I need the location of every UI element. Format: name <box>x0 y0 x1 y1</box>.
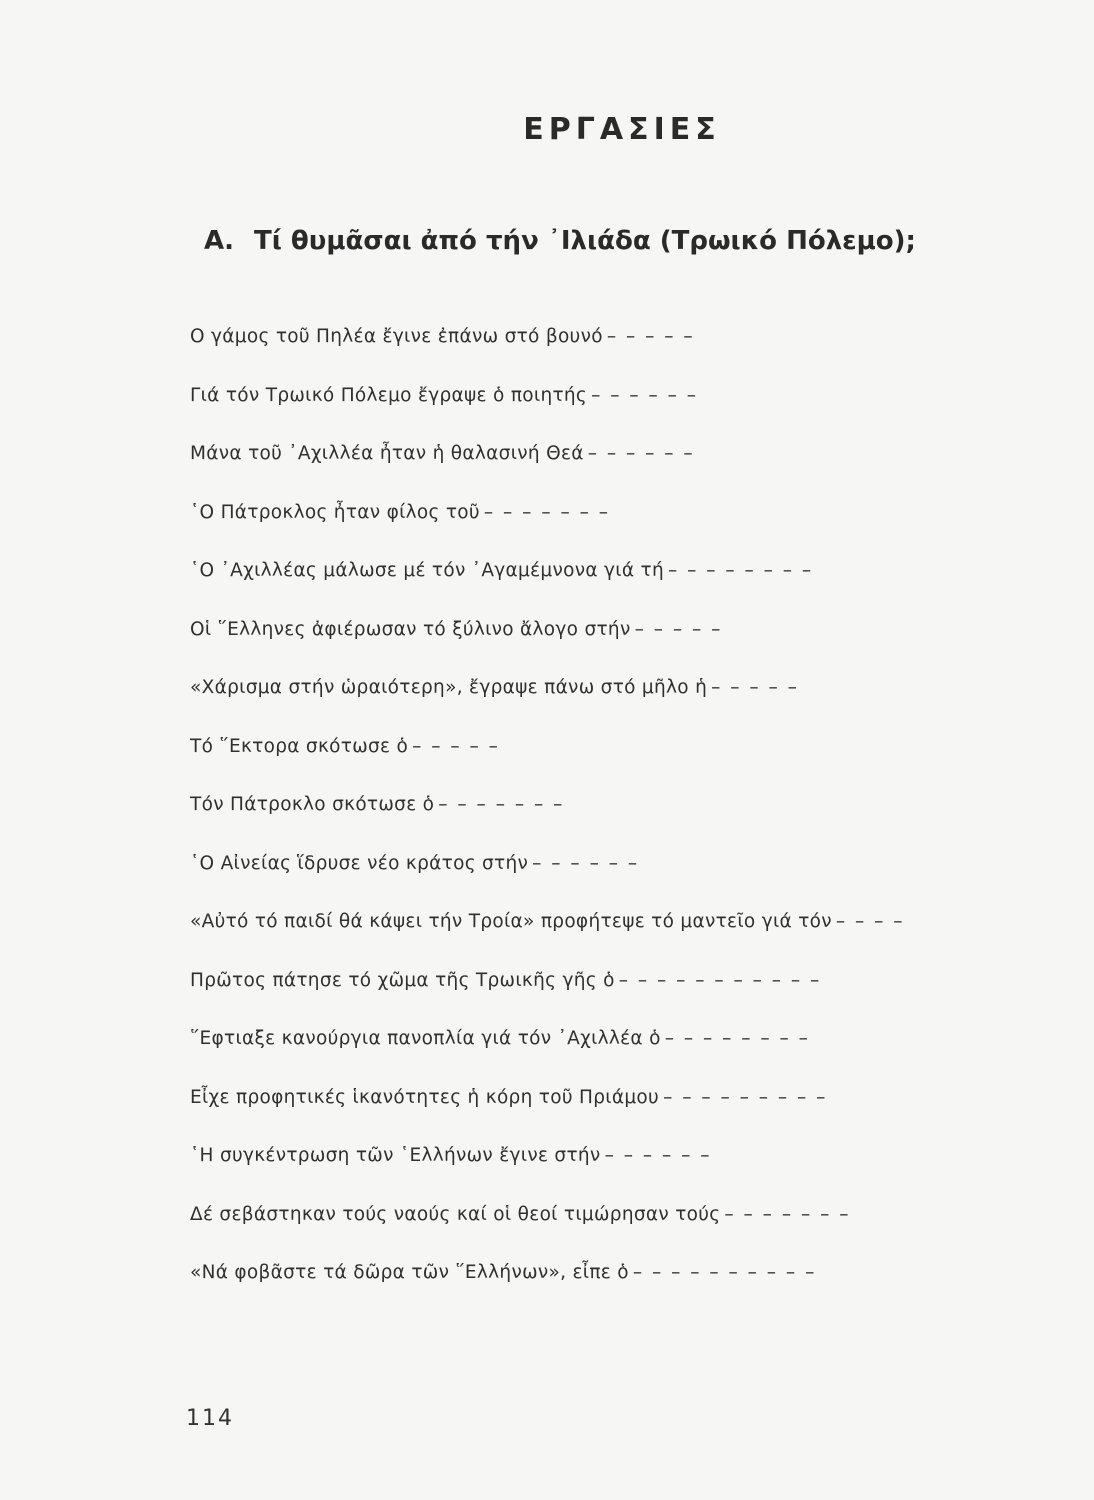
section-letter: Α. <box>204 226 234 256</box>
exercise-list <box>190 322 1010 1317</box>
answer-blank: – – – – – <box>412 735 500 757</box>
list-item <box>190 615 1010 674</box>
item-text: Εἶχε προφητικές ἱκανότητες ἡ κόρη τοῦ Πριάμου <box>190 1086 660 1108</box>
list-item <box>190 732 1010 791</box>
list-item <box>190 439 1010 498</box>
item-text: Τό ῞Εκτορα σκότωσε ὁ <box>190 735 409 757</box>
answer-blank: – – – – – <box>711 677 799 698</box>
list-item <box>190 1083 1010 1142</box>
answer-blank: – – – – – – <box>587 443 695 464</box>
item-text: ῾Η συγκέντρωση τῶν ῾Ελλήνων ἔγινε στήν <box>190 1145 601 1166</box>
answer-blank: – – – – – – – – – – <box>632 1262 817 1283</box>
answer-blank: – – – – – <box>606 326 695 347</box>
answer-blank: – – – – – – – – <box>664 1028 810 1049</box>
section-heading-text: Τί θυμᾶσαι ἀπό τήν ᾿Ιλιάδα (Τρωικό Πόλεμο); <box>254 226 916 256</box>
item-text: «Νά φοβᾶστε τά δῶρα τῶν ῞Ελλήνων», εἶπε ὁ <box>190 1262 629 1283</box>
list-item <box>190 322 1010 381</box>
item-text: ῾Ο ᾿Αχιλλέας μάλωσε μέ τόν ᾿Αγαμέμνονα γιά τή <box>190 560 665 581</box>
answer-blank: – – – – – – – – – – – <box>618 969 822 991</box>
answer-blank: – – – – – <box>634 618 723 640</box>
item-text: ῾Ο Αἰνείας ἵδρυσε νέο κράτος στήν <box>190 852 529 874</box>
list-item <box>190 673 1010 732</box>
list-item <box>190 907 1010 966</box>
item-text: Οἱ ῞Ελληνες ἀφιέρωσαν τό ξύλινο ἄλογο στήν <box>190 618 631 640</box>
list-item <box>190 1258 1010 1317</box>
item-text: ῾Ο Πάτροκλος ἦταν φίλος τοῦ <box>190 501 480 523</box>
item-text: Ο γάμος τοῦ Πηλέα ἔγινε ἐπάνω στό βουνό <box>190 326 603 347</box>
answer-blank: – – – – – – <box>591 384 698 406</box>
answer-blank: – – – – <box>835 911 905 932</box>
item-text: ῞Εφτιαξε κανούργια πανοπλία γιά τόν ᾿Αχιλλέα ὁ <box>190 1028 661 1049</box>
answer-blank: – – – – – – – <box>438 794 565 815</box>
item-text: Τόν Πάτροκλο σκότωσε ὁ <box>190 794 435 815</box>
item-text: Μάνα τοῦ ᾿Αχιλλέα ἦταν ἡ θαλασινή Θεά <box>190 443 584 464</box>
page-number: 114 <box>186 1406 234 1431</box>
item-text: Πρῶτος πάτησε τό χῶμα τῆς Τρωικῆς γῆς ὁ <box>190 969 615 991</box>
item-text: «Χάρισμα στήν ὡραιότερη», ἔγραψε πάνω στό μῆλο ἡ <box>190 677 708 698</box>
list-item <box>190 381 1010 440</box>
answer-blank: – – – – – – – <box>724 1203 851 1225</box>
list-item <box>190 1200 1010 1259</box>
list-item <box>190 966 1010 1025</box>
answer-blank: – – – – – – – – <box>668 560 814 581</box>
item-text: Γιά τόν Τρωικό Πόλεμο ἔγραψε ὁ ποιητής <box>190 384 588 406</box>
answer-blank: – – – – – – <box>532 852 640 874</box>
list-item <box>190 790 1010 849</box>
list-item <box>190 849 1010 908</box>
item-text: «Αὐτό τό παιδί θά κάψει τήν Τροία» προφήτεψε τό μαντεῖο γιά τόν <box>190 911 832 932</box>
section-heading <box>204 226 916 256</box>
answer-blank: – – – – – – <box>604 1145 712 1166</box>
list-item <box>190 556 1010 615</box>
list-item <box>190 1141 1010 1200</box>
item-text: Δέ σεβάστηκαν τούς ναούς καί οἱ θεοί τιμώρησαν τούς <box>190 1203 721 1225</box>
list-item <box>190 498 1010 557</box>
page-title: ΕΡΓΑΣΙΕΣ <box>523 112 721 147</box>
answer-blank: – – – – – – – – – <box>663 1086 828 1108</box>
list-item <box>190 1024 1010 1083</box>
answer-blank: – – – – – – – <box>483 501 610 523</box>
